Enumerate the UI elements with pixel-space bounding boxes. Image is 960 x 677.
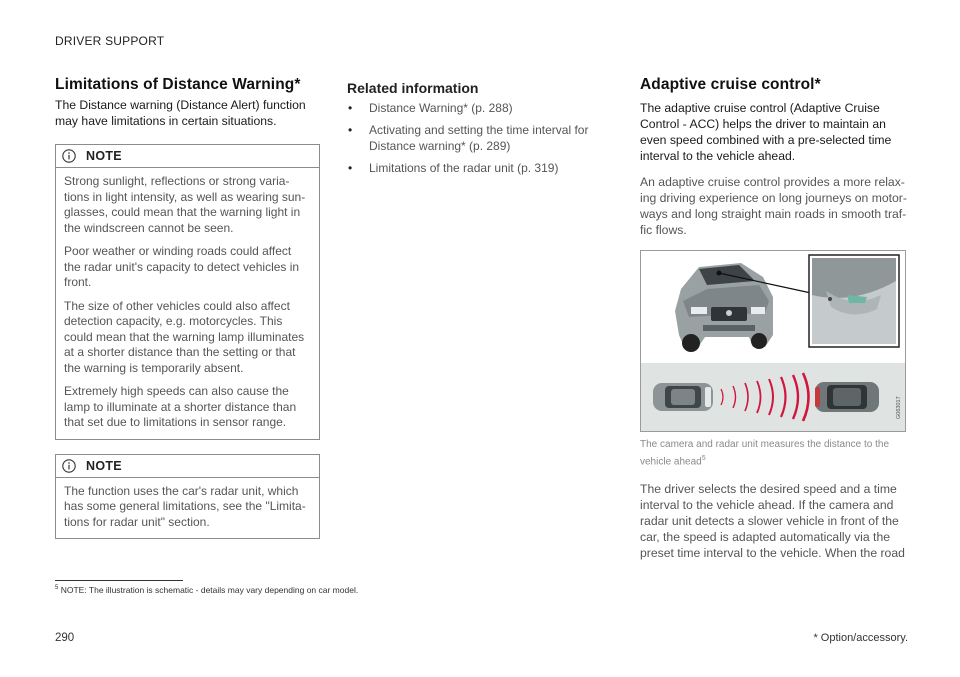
figure-caption-footnote-ref[interactable]: 5 bbox=[701, 455, 706, 462]
note1-paragraph: Strong sunlight, reflections or strong varia-tions in light intensity, as well as wearing sun-glasses, could mean that the warning light in the windscreen cannot be seen. bbox=[64, 174, 306, 235]
acc-illustration bbox=[640, 250, 906, 432]
note-label-1: NOTE bbox=[86, 149, 122, 163]
figure-caption bbox=[640, 438, 908, 469]
related-link-text: Distance Warning* (p. 288) bbox=[369, 101, 513, 115]
related-link-text: Activating and setting the time interval for Distance warning* (p. 289) bbox=[369, 123, 589, 153]
info-icon bbox=[62, 459, 76, 473]
note-body-2 bbox=[56, 478, 319, 539]
note-box-2 bbox=[55, 454, 320, 540]
limitations-lead: The Distance warning (Distance Alert) function may have limitations in certain situations. bbox=[55, 98, 306, 128]
related-title: Related information bbox=[347, 80, 479, 96]
note1-paragraph: The size of other vehicles could also affect detection capacity, e.g. motorcycles. This could mean that the warning lamp illuminates at a shorter distance than the setting or that the warning is temporarily absent. bbox=[64, 298, 305, 375]
figure-caption-text: The camera and radar unit measures the distance to the vehicle ahead bbox=[640, 439, 890, 468]
bullet: • bbox=[348, 161, 353, 175]
footnote-divider bbox=[55, 580, 183, 581]
related-link-radar-limitations[interactable] bbox=[347, 160, 602, 176]
related-link-activating[interactable] bbox=[347, 122, 602, 154]
related-column bbox=[347, 80, 602, 182]
note-header-2 bbox=[56, 455, 319, 478]
note-label-2: NOTE bbox=[86, 458, 122, 473]
footnote-text: NOTE: The illustration is schematic - details may vary depending on car model. bbox=[60, 585, 359, 595]
bullet: • bbox=[348, 101, 353, 115]
footnote bbox=[55, 585, 358, 595]
note-header-1 bbox=[56, 145, 319, 168]
footnote-number: 5 bbox=[55, 585, 59, 592]
note1-paragraph: Extremely high speeds can also cause the lamp to illuminate at a shorter distance than that set due to limitations in sensor range. bbox=[64, 384, 297, 429]
acc-column bbox=[640, 76, 908, 561]
acc-title: Adaptive cruise control* bbox=[640, 76, 821, 93]
info-icon bbox=[62, 149, 76, 163]
lead-car-topview bbox=[815, 382, 879, 412]
acc-lead: The adaptive cruise control (Adaptive Cruise Control - ACC) helps the driver to maintain an even speed combined with a pre-selected time interval to the vehicle ahead. bbox=[640, 101, 892, 163]
note-box-1 bbox=[55, 144, 320, 440]
limitations-title: Limitations of Distance Warning* bbox=[55, 76, 301, 93]
note1-paragraph: Poor weather or winding roads could affect the radar unit's capacity to detect vehicles in front. bbox=[64, 244, 300, 289]
note-body-1 bbox=[56, 168, 319, 439]
related-list bbox=[347, 100, 602, 176]
section-header: DRIVER SUPPORT bbox=[55, 34, 165, 48]
limitations-column bbox=[55, 76, 320, 539]
acc-body: The driver selects the desired speed and a time interval to the vehicle ahead. If the camera and radar unit detects a slower vehicle in front of the car, the speed is adapted automatically via the preset time interval to the vehicle. When the road bbox=[640, 482, 905, 561]
related-link-text: Limitations of the radar unit (p. 319) bbox=[369, 161, 559, 175]
option-accessory-note: * Option/accessory. bbox=[813, 632, 908, 644]
own-car-topview bbox=[653, 383, 713, 411]
page-number: 290 bbox=[55, 632, 75, 644]
related-link-distance-warning[interactable] bbox=[347, 100, 602, 116]
note2-paragraph: The function uses the car's radar unit, which has some general limitations, see the "Limita-tions for radar unit" section. bbox=[64, 483, 306, 529]
acc-intro: An adaptive cruise control provides a more relax-ing driving experience on long journeys on motor-ways and long straight main roads in smooth traf-fic flows. bbox=[640, 175, 907, 237]
figure-code: G063017 bbox=[896, 396, 902, 419]
acc-illustration-graphic bbox=[641, 251, 905, 431]
bullet: • bbox=[348, 123, 353, 137]
